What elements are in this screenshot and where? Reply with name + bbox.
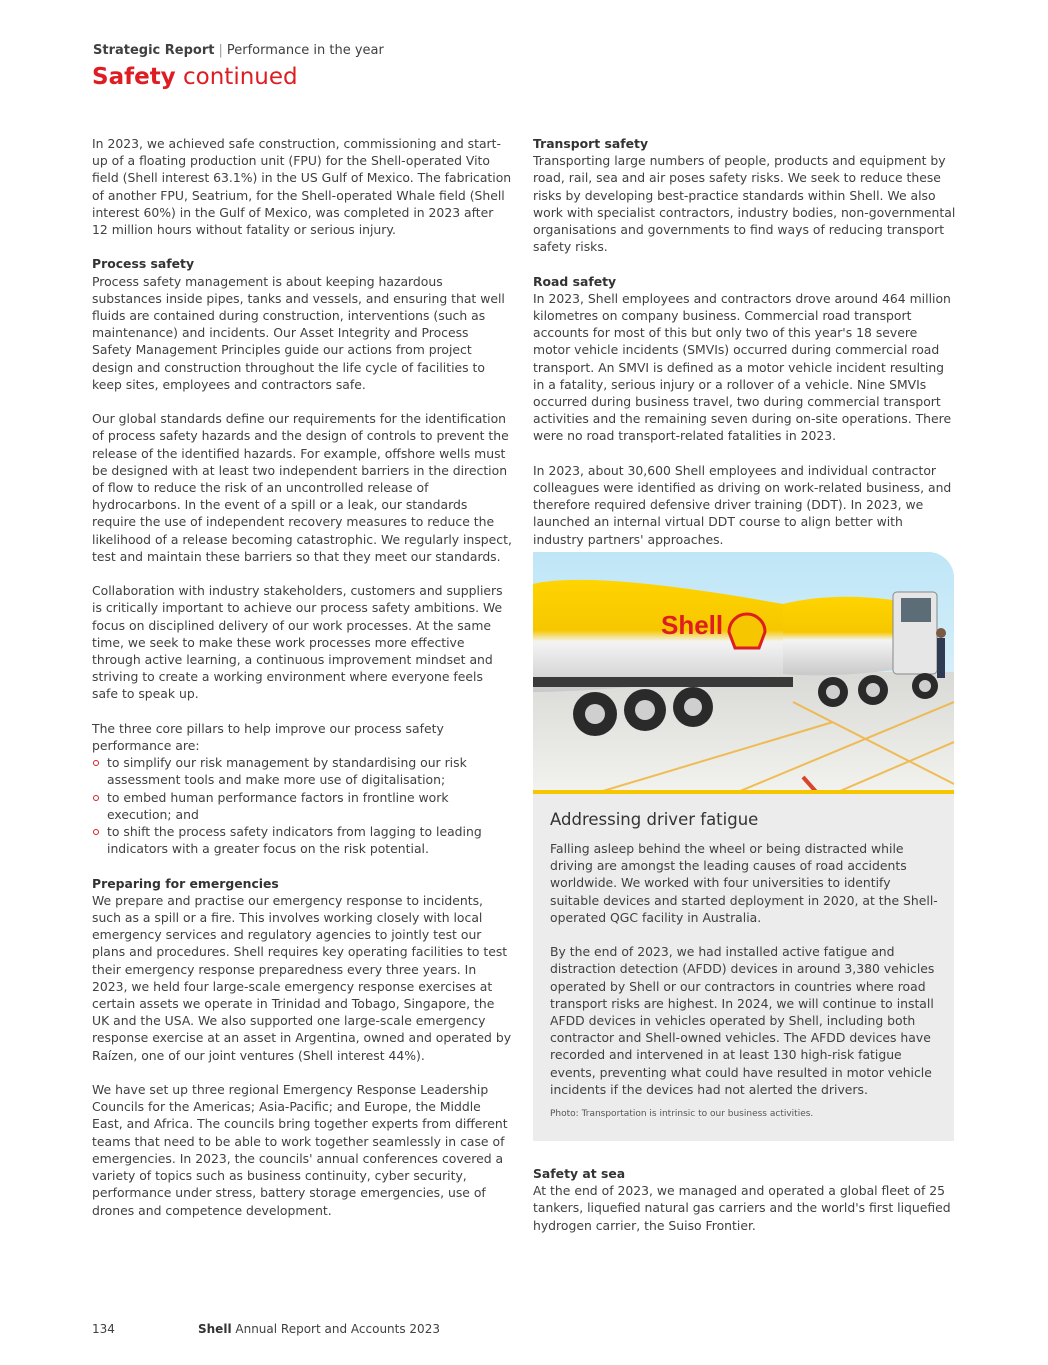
panel-body [550,840,940,1115]
process-safety-paragraph-1: Process safety management is about keeping hazardous substances inside pipes, tanks and vessels, and ensuring that well fluids are contained during construction, interventions (such as maintenance) and incidents. Our Asset Integrity and Process Safety Management Principles guide our actions from project design and construction throughout the life cycle of facilities to keep sites, employees and contractors safe. [92,273,505,392]
footer-title: Annual Report and Accounts 2023 [235,1322,440,1336]
road-safety-paragraph-1: In 2023, Shell employees and contractors drove around 464 million kilometres on company business. Commercial road transport accounts for most of this but only two of this year's 18 severe motor vehicle incidents (SMVIs) occurred during commercial road transport. An SMVI is defined as a motor vehicle incident resulting in a fatality, serious injury or a rollover of a vehicle. Nine SMVIs occurred during business travel, two during commercial transport activities and the remaining seven during on-site operations. There were no road transport-related fatalities in 2023. [533,290,952,444]
emergencies-paragraph-1: We prepare and practise our emergency response to incidents, such as a spill or a fire. This involves working closely with local emergency services and regulatory agencies to jointly test our plans and procedures. Shell requires key operating facilities to test their emergency response preparedness every three years. In 2023, we held four large-scale emergency response exercises at certain assets we operate in Trinidad and Tobago, Singapore, the UK and the USA. We also supported one large-scale emergency response exercise at an asset in Argentina, owned and operated by Raízen, one of our joint ventures (Shell interest 44%). [92,892,512,1063]
breadcrumb-separator: | [218,43,223,58]
road-safety-heading: Road safety [533,273,617,289]
page-title-rest: continued [183,64,298,90]
left-column [92,135,512,1236]
right-column [533,135,957,565]
road-safety-paragraph-2: In 2023, about 30,600 Shell employees and individual contractor colleagues were identified as driving on work-related business, and therefore required defensive driver training (DDT). In 2023, we launched an internal virtual DDT course to align better with industry partners' approaches. [533,462,952,547]
safety-at-sea-heading: Safety at sea [533,1166,626,1181]
intro-paragraph: In 2023, we achieved safe construction, commissioning and start-up of a floating production unit (FPU) for the Shell-operated Vito field (Shell interest 63.1%) in the US Gulf of Mexico. The fabrication of another FPU, Seatrium, for the Shell-operated Whale field (Shell interest 60%) in the Gulf of Mexico, was completed in 2023 after 12 million hours without fatality or serious injury. [92,136,512,238]
safety-at-sea-section [533,1165,957,1251]
driver-fatigue-panel [533,552,954,1141]
photo-brand-text: Shell [661,610,724,640]
breadcrumb-subsection: Performance in the year [226,43,384,58]
panel-paragraph-1: Falling asleep behind the wheel or being distracted while driving are amongst the leading causes of road accidents worldwide. We worked with four universities to identify suitable devices and started deployment in 2020, at the Shell-operated QGC facility in Australia. [550,841,938,925]
footer-publication [198,1322,440,1336]
list-item: to simplify our risk management by standardising our risk assessment tools and make more use of digitalisation; [92,754,512,788]
page-title [92,64,298,90]
process-safety-heading: Process safety [92,256,195,272]
footer-brand: Shell [198,1322,232,1336]
pillars-list [92,754,512,857]
emergencies-paragraph-2: We have set up three regional Emergency Response Leadership Councils for the Americas; Asia-Pacific; and Europe, the Middle East, and Africa. The councils bring together experts from different teams that need to be able to work together seamlessly in case of emergencies. In 2023, the councils' annual conferences covered a variety of topics such as business continuity, cyber security, performance under stress, battery storage emergencies, use of drones and competence development. [92,1082,508,1218]
breadcrumb-section: Strategic Report [93,43,215,58]
pillars-intro: The three core pillars to help improve our process safety performance are: [92,720,444,754]
page-title-main: Safety [92,64,176,90]
photo-caption: Photo: Transportation is intrinsic to our business activities. [550,1109,814,1119]
page-number: 134 [92,1322,115,1336]
panel-paragraph-2: By the end of 2023, we had installed active fatigue and distraction detection (AFDD) devices in around 3,380 vehicles operated by Shell or our contractors in countries where road transport risks are highest. In 2024, we will continue to install AFDD devices in vehicles operated by Shell, including both contractor and Shell-owned vehicles. The AFDD devices have recorded and intervened in at least 130 high-risk fatigue events, preventing what could have resulted in motor vehicle incidents if the devices had not alerted the drivers. [550,944,935,1097]
process-safety-paragraph-2: Our global standards define our requirements for the identification of process safety hazards and the design of controls to prevent the release of the identified hazards. For example, offshore wells must be designed with at least two independent barriers in the direction of flow to reduce the risk of an uncontrolled release of hydrocarbons. In the event of a spill or a leak, our standards require the use of independent recovery measures to reduce the likelihood of a release becoming catastrophic. We regularly inspect, test and maintain these barriers so that they meet our standards. [92,411,512,564]
tanker-truck-photo [533,552,954,794]
breadcrumb [93,43,384,58]
list-item: to embed human performance factors in frontline work execution; and [92,789,512,823]
process-safety-paragraph-3: Collaboration with industry stakeholders, customers and suppliers is critically important to achieve our process safety ambitions. We focus on disciplined delivery of our work processes. At the same time, we seek to make these work processes more effective through active learning, a continuous improvement mindset and striving to create a working environment where everyone feels safe to speak up. [92,583,503,702]
list-item: to shift the process safety indicators from lagging to leading indicators with a greater focus on the risk potential. [92,823,512,857]
emergencies-heading: Preparing for emergencies [92,875,279,891]
transport-safety-paragraph: Transporting large numbers of people, products and equipment by road, rail, sea and air poses safety risks. We seek to reduce these risks by developing best-practice standards within Shell. We also work with specialist contractors, industry bodies, non-governmental organisations and governments to find ways of reducing transport safety risks. [533,153,956,255]
safety-at-sea-paragraph: At the end of 2023, we managed and operated a global fleet of 25 tankers, liquefied natural gas carriers and the world's first liquefied hydrogen carrier, the Suiso Frontier. [533,1183,951,1233]
panel-title: Addressing driver fatigue [550,810,759,829]
transport-safety-heading: Transport safety [533,136,649,151]
